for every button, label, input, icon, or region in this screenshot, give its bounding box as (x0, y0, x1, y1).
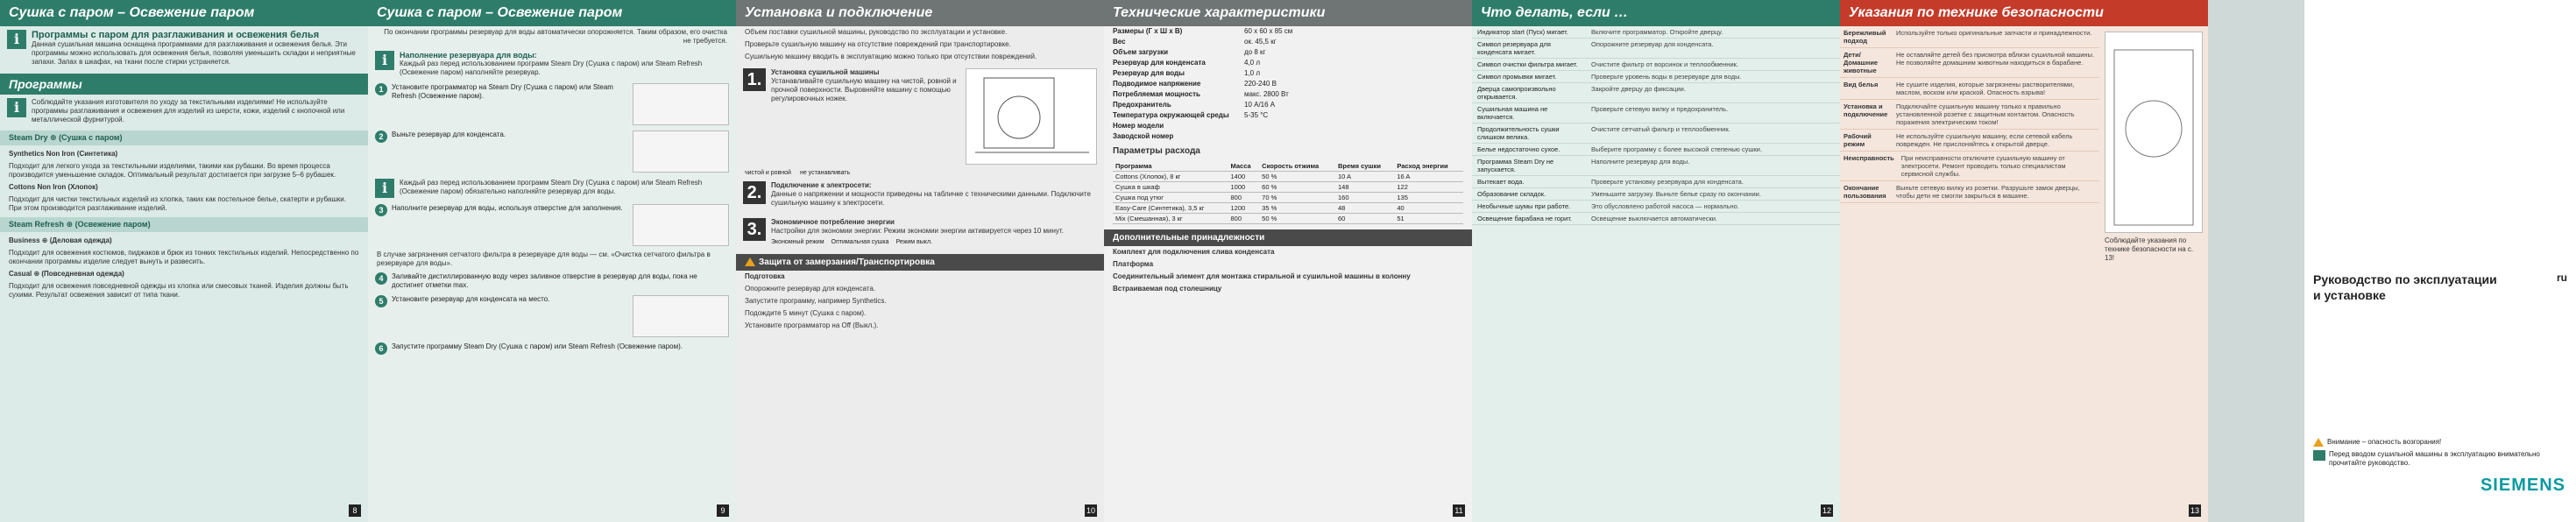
program-text: Подходит для освежения костюмов, пиджаков и брюк из тонких текстильных изделий. Непосредственно по окончании программы изделие следует вынуть и развесить. (9, 249, 359, 265)
safety-row (1840, 130, 2099, 152)
step-number: 3. (743, 218, 766, 241)
trouble-answer: Очистите сетчатый фильтр и теплообменник. (1591, 125, 1730, 133)
warning-text: Каждый раз перед использованием программ Steam Dry (Сушка с паром) или Steam Refresh (Освежение паром) обязательно наполняйте резервуар для воды. (400, 179, 703, 195)
install-block (736, 63, 1104, 170)
trouble-question: Сушильная машина не включается. (1477, 105, 1548, 121)
program-label: Cottons Non Iron (Хлопок) (9, 183, 98, 191)
manual-title: Руководство по эксплуатации и установке (2313, 272, 2497, 302)
figure-labels (736, 170, 1104, 176)
section-heading: Подготовка (745, 272, 785, 280)
note-text: По окончании программы резервуар для воды автоматически опорожняется. Таким образом, его очистка не требуется. (384, 28, 727, 45)
section-heading: Подключение к электросети: (771, 181, 872, 189)
list-item: Подождите 5 минут (Сушка с паром). (745, 309, 867, 317)
table-body (1113, 172, 1463, 224)
spec-key: Номер модели (1113, 122, 1164, 130)
trouble-question: Индикатор start (Пуск) мигает. (1477, 28, 1568, 36)
table-cell: Mix (Смешанная), 3 кг (1113, 214, 1228, 224)
spec-row (1104, 68, 1472, 79)
spec-value: 1,0 л (1244, 69, 1261, 77)
spec-key: Размеры (Г x Ш x В) (1113, 27, 1183, 35)
trouble-row (1472, 26, 1840, 39)
section-text: Данные о напряжении и мощности приведены на табличке с техническими данными. Подключите сушильную машину к электросети. (771, 190, 1091, 207)
trouble-row (1472, 71, 1840, 83)
safety-row (1840, 100, 2099, 130)
table-row (1113, 214, 1463, 224)
page-number: 10 (1086, 506, 1095, 515)
table-cell: 70 % (1259, 193, 1335, 203)
spec-key: Подводимое напряжение (1113, 80, 1201, 88)
section-text: Устанавливайте сушильную машину на чистой, ровной и прочной поверхности. Выровняйте машину с помощью регулировочных ножек. (771, 77, 957, 102)
trouble-row (1472, 83, 1840, 103)
trouble-row (1472, 144, 1840, 156)
list-item: Запустите программу, например Synthetics. (745, 297, 887, 305)
safety-topic: Бережливый подход (1844, 29, 1886, 45)
page-9 (368, 0, 736, 522)
spec-key: Объем загрузки (1113, 48, 1169, 56)
connect-block (736, 176, 1104, 213)
filter-text: В случае загрязнения сетчатого фильтра в резервуаре для воды — см. «Очистка сетчатого фильтра в резервуаре для воды». (377, 250, 711, 267)
step-number: 2. (743, 181, 766, 204)
trouble-question: Вытекает вода. (1477, 178, 1525, 186)
spec-row (1104, 121, 1472, 131)
table-row (1113, 193, 1463, 203)
program-bar: Steam Refresh ⊕ (Освежение паром) (0, 217, 368, 232)
section-text: Настройки для экономии энергии: Режим экономии энергии активируется через 10 минут. (771, 227, 1064, 235)
page-title: Сушка с паром – Освежение паром (368, 0, 736, 26)
safety-list (1840, 26, 2099, 272)
info-icon: i (375, 179, 394, 198)
spec-value: 60 x 60 x 85 см (1244, 27, 1293, 35)
spec-key: Предохранитель (1113, 101, 1171, 109)
step-number: 6 (375, 342, 387, 355)
section-heading: Наполнение резервуара для воды: (400, 51, 537, 60)
program-label: Business ⊕ (Деловая одежда) (9, 236, 112, 244)
page-12 (1472, 0, 1840, 522)
safety-side (2099, 26, 2208, 272)
list-item: Установите программатор на Off (Выкл.). (745, 321, 879, 329)
cover-note (2313, 438, 2567, 447)
fill-illustration (633, 204, 729, 246)
section-text: Данная сушильная машина оснащена программами для разглаживания и освежения белья. Эти программы можно использовать для освежения белья, позволяя уменьшить складки и неприятные запахи. Запах в шкафах, на ткани после стирки устраняется. (32, 40, 356, 66)
cover-note-text: Внимание – опасность возгорания! (2327, 438, 2442, 447)
section-text: Соблюдайте указания изготовителя по уходу за текстильными изделиями! Не используйте программы разглаживания и освежения для изделий из шерсти, кожи, изделий с кнопочной или металлической фурнитурой. (32, 98, 345, 123)
table-row (1113, 172, 1463, 182)
safety-row (1840, 48, 2099, 78)
warning-icon (2313, 438, 2324, 447)
list-item: Проверьте сушильную машину на отсутствие повреждений при транспортировке. (745, 40, 1011, 48)
table-header-cell: Расход энергии (1394, 161, 1463, 172)
table-row (1113, 182, 1463, 193)
trouble-answer: Это обусловлено работой насоса — нормально. (1591, 202, 1739, 210)
table-cell: 50 % (1259, 172, 1335, 182)
section-heading: Экономичное потребление энергии (771, 218, 895, 226)
spec-row (1104, 131, 1472, 142)
cover-note-text: Перед вводом сушильной машины в эксплуатацию внимательно прочитайте руководство. (2329, 450, 2540, 468)
trouble-row (1472, 123, 1840, 144)
list-item: Платформа (1113, 260, 1154, 268)
table-header-cell: Программа (1113, 161, 1228, 172)
program-text: Подходит для освежения повседневной одежды из хлопка или смесовых тканей. Изделия должны быть сухими. Результат освежения зависит от типа ткани. (9, 282, 349, 299)
page-8 (0, 0, 368, 522)
safety-row (1840, 78, 2099, 100)
table-cell: 1400 (1228, 172, 1260, 182)
book-icon (2313, 450, 2325, 461)
energy-mode-label: Экономный режим (771, 239, 824, 245)
cover-title-row (2313, 272, 2567, 303)
trouble-question: Символ резервуара для конденсата мигает. (1477, 40, 1551, 56)
tank-illustration (633, 130, 729, 173)
warning-icon (745, 257, 755, 266)
dryer-illustration (2105, 32, 2203, 233)
section-bar-title: Защита от замерзания/Транспортировка (759, 257, 935, 267)
safety-topic: Установка и подключение (1844, 102, 1888, 118)
energy-modes (771, 239, 1097, 245)
page-10 (736, 0, 1104, 522)
trouble-answer: Уменьшите загрузку. Выньте белье сразу по окончании. (1591, 190, 1761, 198)
spec-key: Заводской номер (1113, 132, 1174, 140)
trouble-question: Символ промывки мигает. (1477, 73, 1557, 81)
step-number: 1 (375, 83, 387, 95)
spec-row (1104, 37, 1472, 47)
table-cell: 40 (1394, 203, 1463, 214)
table-cell: 48 (1335, 203, 1394, 214)
spec-value: 10 А/16 А (1244, 101, 1276, 109)
caption-text: Соблюдайте указания по технике безопасности на с. 13! (2105, 236, 2194, 262)
safety-row (1840, 26, 2099, 48)
safety-text: Выньте сетевую вилку из розетки. Разрушьте замок дверцы, чтобы дети не смогли закрыться в машине. (1896, 184, 2080, 200)
spec-key: Температура окружающей среды (1113, 111, 1229, 119)
safety-topic: Вид белья (1844, 81, 1879, 88)
safety-topic: Неисправность (1844, 154, 1894, 162)
list-item: Опорожните резервуар для конденсата. (745, 285, 876, 293)
table-header-row (1113, 161, 1463, 172)
table-cell: 1000 (1228, 182, 1260, 193)
consumption-table (1113, 161, 1463, 224)
step-number: 4 (375, 272, 387, 285)
step-text: Заливайте дистиллированную воду через заливное отверстие в резервуар для воды, пока не достигнет отметки max. (392, 272, 697, 289)
list-item: Объем поставки сушильной машины, руководство по эксплуатации и установке. (745, 28, 1008, 36)
trouble-row (1472, 176, 1840, 188)
table-cell: 148 (1335, 182, 1394, 193)
trouble-question: Программа Steam Dry не запускается. (1477, 158, 1554, 173)
page-number: 13 (2190, 506, 2199, 515)
table-cell: 135 (1394, 193, 1463, 203)
spec-row (1104, 58, 1472, 68)
trouble-row (1472, 59, 1840, 71)
trouble-row (1472, 156, 1840, 176)
step-item (368, 340, 736, 357)
page-title: Технические характеристики (1104, 0, 1472, 26)
page-14-cover (2208, 0, 2576, 522)
table-cell: 800 (1228, 214, 1260, 224)
program-label: Casual ⊕ (Повседневная одежда) (9, 270, 124, 278)
table-cell: 60 (1335, 214, 1394, 224)
step-item (368, 201, 736, 249)
spec-value: макс. 2800 Вт (1244, 90, 1289, 98)
table-cell: 160 (1335, 193, 1394, 203)
trouble-question: Символ очистки фильтра мигает. (1477, 60, 1578, 68)
cover-title-block (2313, 272, 2567, 303)
info-box (0, 26, 368, 70)
trouble-question: Необычные шумы при работе. (1477, 202, 1571, 210)
safety-text: Не оставляйте детей без присмотра вблизи сушильной машины. Не позволяйте домашним животным находиться в барабане. (1896, 51, 2095, 67)
figure-label: не устанавливать (799, 170, 851, 176)
table-cell: 1200 (1228, 203, 1260, 214)
trouble-answer: Освещение выключается автоматически. (1591, 215, 1718, 222)
section-bar: Дополнительные принадлежности (1104, 229, 1472, 246)
table-cell: Сушка под утюг (1113, 193, 1228, 203)
list-item: Комплект для подключения слива конденсата (1113, 248, 1275, 256)
trouble-row (1472, 201, 1840, 213)
table-cell: 800 (1228, 193, 1260, 203)
step-item (368, 128, 736, 175)
page-title: Указания по технике безопасности (1840, 0, 2208, 26)
list-item: Встраиваемая под столешницу (1113, 285, 1222, 293)
safety-row (1840, 181, 2099, 203)
trouble-row (1472, 103, 1840, 123)
cover-notes (2313, 438, 2567, 468)
step-number: 2 (375, 130, 387, 143)
trouble-row (1472, 213, 1840, 225)
spec-key: Резервуар для конденсата (1113, 59, 1206, 67)
trouble-row (1472, 188, 1840, 201)
step-number: 3 (375, 204, 387, 216)
info-icon: i (375, 51, 394, 70)
table-header-cell: Масса (1228, 161, 1260, 172)
energy-mode-label: Режим выкл. (895, 239, 932, 245)
section-heading: Установка сушильной машины (771, 68, 880, 76)
table-cell: 10 A (1335, 172, 1394, 182)
section-text: Каждый раз перед использованием программ Steam Dry (Сушка с паром) или Steam Refresh (Освежение паром) наполняйте резервуар. (400, 60, 703, 76)
info-box (0, 95, 368, 128)
spec-value: 5-35 °C (1244, 111, 1269, 119)
table-header-cell: Время сушки (1335, 161, 1394, 172)
step-text: Установите программатор на Steam Dry (Сушка с паром) или Steam Refresh (Освежение паром). (392, 83, 613, 100)
trouble-answer: Проверьте уровень воды в резервуаре для воды. (1591, 73, 1742, 81)
trouble-question: Освещение барабана не горит. (1477, 215, 1573, 222)
section-heading: Параметры расхода (1113, 146, 1200, 156)
insert-illustration (633, 295, 729, 337)
page-title: Установка и подключение (736, 0, 1104, 26)
figure-label: чистой и ровной (745, 170, 791, 176)
step-item (368, 293, 736, 340)
spec-row (1104, 100, 1472, 110)
info-icon: i (7, 30, 26, 49)
step-text: Запустите программу Steam Dry (Сушка с паром) или Steam Refresh (Освежение паром). (392, 342, 683, 350)
trouble-answer: Проверьте сетевую вилку и предохранитель. (1591, 105, 1729, 113)
dryer-illustration (966, 68, 1097, 165)
table-cell: 35 % (1259, 203, 1335, 214)
spec-row (1104, 79, 1472, 89)
cover-band (2208, 0, 2304, 522)
spec-value: до 8 кг (1244, 48, 1266, 56)
page-number: 12 (1822, 506, 1831, 515)
table-cell: 16 A (1394, 172, 1463, 182)
section-bar (736, 254, 1104, 271)
dryer-drawing (2105, 32, 2202, 232)
safety-text: Используйте только оригинальные запчасти и принадлежности. (1896, 29, 2092, 37)
cover-note (2313, 450, 2567, 468)
spec-key: Потребляемая мощность (1113, 90, 1200, 98)
table-cell: Easy-Care (Синтетика), 3,5 кг (1113, 203, 1228, 214)
step-text: Установите резервуар для конденсата на место. (392, 295, 550, 303)
table-cell: Сушка в шкаф (1113, 182, 1228, 193)
program-bar: Steam Dry ⊕ (Сушка с паром) (0, 130, 368, 145)
page-13 (1840, 0, 2208, 522)
page-11 (1104, 0, 1472, 522)
spec-row (1104, 47, 1472, 58)
energy-block (736, 213, 1104, 250)
trouble-answer: Наполните резервуар для воды. (1591, 158, 1690, 166)
spec-row (1104, 110, 1472, 121)
program-text: Подходит для чистки текстильных изделий из хлопка, таких как постельное белье, скатерти и рубашки. При этом производится разглаживание изделий. (9, 195, 346, 212)
table-cell: 51 (1394, 214, 1463, 224)
trouble-list (1472, 26, 1840, 225)
table-header-cell: Скорость отжима (1259, 161, 1335, 172)
trouble-answer: Закройте дверцу до фиксации. (1591, 85, 1686, 93)
page-number: 11 (1453, 504, 1465, 517)
safety-row (1840, 152, 2099, 181)
spec-key: Резервуар для воды (1113, 69, 1185, 77)
safety-topic: Дети/Домашние животные (1844, 51, 1879, 74)
info-icon: i (7, 98, 26, 117)
page-number: 9 (717, 504, 729, 517)
language-code: ru (2557, 272, 2567, 284)
spec-value: 4,0 л (1244, 59, 1261, 67)
step-text: Выньте резервуар для конденсата. (392, 130, 506, 138)
trouble-answer: Опорожните резервуар для конденсата. (1591, 40, 1714, 48)
trouble-question: Дверца самопроизвольно открывается. (1477, 85, 1556, 101)
spec-value: ок. 45,5 кг (1244, 38, 1277, 46)
table-cell: 122 (1394, 182, 1463, 193)
trouble-answer: Выберите программу с более высокой степенью сушки. (1591, 145, 1762, 153)
dial-illustration (633, 83, 729, 125)
spec-row (1104, 89, 1472, 100)
spec-key: Вес (1113, 38, 1126, 46)
page-number: 8 (349, 504, 361, 517)
spec-list (1104, 26, 1472, 142)
page-title: Сушка с паром – Освежение паром (0, 0, 368, 26)
list-item: Соединительный элемент для монтажа стиральной и сушильной машины в колонну (1113, 272, 1411, 280)
dryer-drawing (966, 69, 1096, 164)
spec-value: 220-240 В (1244, 80, 1277, 88)
program-label: Synthetics Non Iron (Синтетика) (9, 150, 118, 158)
trouble-answer: Очистите фильтр от ворсинок и теплообменник. (1591, 60, 1738, 68)
table-cell: Cottons (Хлопок), 8 кг (1113, 172, 1228, 182)
table-row (1113, 203, 1463, 214)
brand-logo: SIEMENS (2480, 476, 2565, 495)
trouble-question: Образование складок. (1477, 190, 1546, 198)
table-cell: 60 % (1259, 182, 1335, 193)
safety-topic: Рабочий режим (1844, 132, 1872, 148)
table-cell: 50 % (1259, 214, 1335, 224)
trouble-question: Продолжительность сушки слишком велика. (1477, 125, 1560, 141)
section-heading: Программы с паром для разглаживания и освежения белья (32, 30, 320, 40)
safety-text: При неисправности отключите сушильную машину от электросети. Ремонт проводить только специалистам сервисной службы. (1900, 154, 2066, 178)
step-number: 5 (375, 295, 387, 307)
energy-mode-label: Оптимальная сушка (831, 239, 889, 245)
step-item (368, 270, 736, 293)
info-box (368, 47, 736, 81)
safety-text: Не сушите изделия, которые загрязнены растворителями, маслом, воском или краской. Опасность взрыва! (1896, 81, 2075, 96)
step-item (368, 81, 736, 128)
program-text: Подходит для легкого ухода за текстильными изделиями, такими как рубашки. Во время процесса производится уменьшение складок. Оптимальный результат достигается при загрузке 5–6 рубашек. (9, 162, 336, 179)
step-text: Наполните резервуар для воды, используя отверстие для заполнения. (392, 204, 623, 212)
trouble-answer: Проверьте установку резервуара для конденсата. (1591, 178, 1744, 186)
trouble-answer: Включите программатор. Откройте дверцу. (1591, 28, 1723, 36)
spec-row (1104, 26, 1472, 37)
trouble-question: Белье недостаточно сухое. (1477, 145, 1560, 153)
safety-topic: Окончание пользования (1844, 184, 1886, 200)
step-number: 1. (743, 68, 766, 91)
safety-text: Не используйте сушильную машину, если сетевой кабель поврежден. Не прислоняйтесь к открытой дверце. (1896, 132, 2073, 148)
page-title: Что делать, если … (1472, 0, 1840, 26)
trouble-row (1472, 39, 1840, 59)
info-box (368, 175, 736, 201)
list-item: Сушильную машину вводить в эксплуатацию можно только при отсутствии повреждений. (745, 53, 1037, 60)
safety-text: Подключайте сушильную машину только к правильно установленной розетке с защитным контактом. Опасность поражения электрическим током! (1896, 102, 2075, 126)
section-title: Программы (0, 74, 368, 95)
safety-layout (1840, 26, 2208, 272)
